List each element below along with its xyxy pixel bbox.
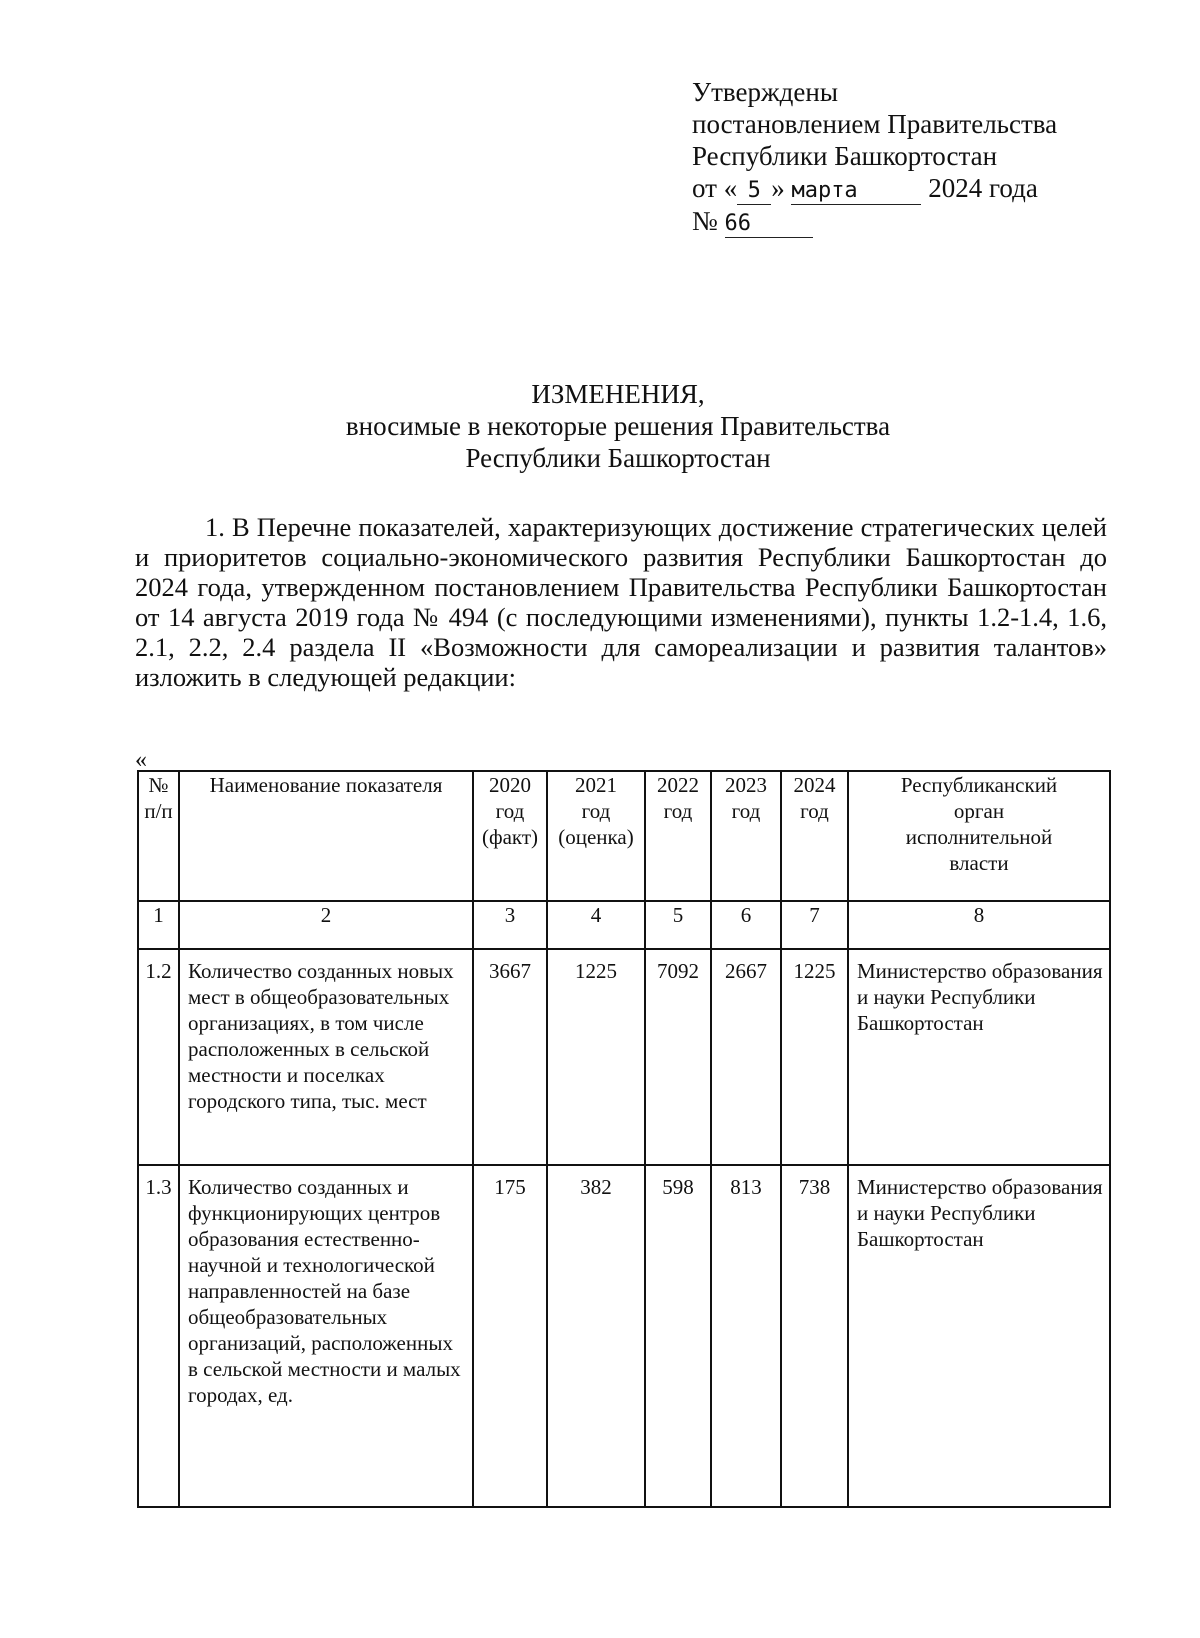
header-2024: 2024 год	[781, 771, 848, 901]
approval-number-line	[692, 205, 1057, 238]
approval-line-2: постановлением Правительства	[692, 109, 1058, 139]
column-number: 1	[138, 901, 179, 949]
header-2023: 2023 год	[711, 771, 781, 901]
date-mid: »	[771, 173, 785, 203]
value-2020: 175	[473, 1165, 547, 1507]
row-number: 1.2	[138, 949, 179, 1165]
table-header-row	[138, 771, 1110, 901]
value-2021: 382	[547, 1165, 645, 1507]
header-no: № п/п	[138, 771, 179, 901]
opening-quote: «	[135, 747, 147, 773]
table-row	[138, 1165, 1110, 1507]
date-day: 5	[737, 178, 771, 205]
value-2022: 598	[645, 1165, 711, 1507]
column-number: 5	[645, 901, 711, 949]
indicator-name: Количество созданных новых мест в общеобразовательных организациях, в том числе расположенных в сельской местности и поселках городского типа, тыс. мест	[179, 949, 473, 1165]
header-name: Наименование показателя	[179, 771, 473, 901]
column-number: 7	[781, 901, 848, 949]
date-year: 2024 года	[928, 173, 1038, 203]
approval-line-1: Утверждены	[692, 77, 838, 107]
column-number: 3	[473, 901, 547, 949]
date-prefix: от «	[692, 173, 738, 203]
approval-line-3: Республики Башкортостан	[692, 141, 998, 171]
document-number: 66	[725, 211, 813, 238]
column-number: 2	[179, 901, 473, 949]
header-2022: 2022 год	[645, 771, 711, 901]
value-2021: 1225	[547, 949, 645, 1165]
responsible-authority: Министерство образования и науки Республики Башкортостан	[848, 1165, 1110, 1507]
value-2020: 3667	[473, 949, 547, 1165]
title-subtitle-2: Республики Башкортостан	[465, 443, 771, 473]
responsible-authority: Министерство образования и науки Республики Башкортостан	[848, 949, 1110, 1165]
value-2024: 1225	[781, 949, 848, 1165]
column-number: 4	[547, 901, 645, 949]
number-prefix: №	[692, 206, 718, 236]
header-org: Республиканский орган исполнительной власти	[848, 771, 1110, 901]
row-number: 1.3	[138, 1165, 179, 1507]
header-2020: 2020 год (факт)	[473, 771, 547, 901]
title-subtitle-1: вносимые в некоторые решения Правительства	[345, 411, 891, 441]
value-2023: 2667	[711, 949, 781, 1165]
value-2024: 738	[781, 1165, 848, 1507]
indicators-table	[137, 770, 1111, 1508]
document-title	[0, 378, 1200, 474]
body-paragraph: 1. В Перечне показателей, характеризующих достижение стратегических целей и приоритетов социально-экономического развития Республики Башкортостан до 2024 года, утвержденном постановлением Правительства Республики Башкортостан от 14 августа 2019 года № 494 (с последующими изменениями), пункты 1.2-1.4, 1.6, 2.1, 2.2, 2.4 раздела II «Возможности для самореализации и развития талантов» изложить в следующей редакции:	[135, 512, 1107, 692]
approval-block	[692, 76, 1057, 238]
table-row	[138, 949, 1110, 1165]
approval-date-line	[692, 172, 1057, 205]
column-number: 8	[848, 901, 1110, 949]
date-month: марта	[791, 178, 921, 205]
column-number: 6	[711, 901, 781, 949]
indicator-name: Количество созданных и функционирующих центров образования естественно-научной и технологической направленностей на базе общеобразовательных организаций, расположенных в сельской местности и малых городах, ед.	[179, 1165, 473, 1507]
value-2023: 813	[711, 1165, 781, 1507]
column-numbers-row	[138, 901, 1110, 949]
header-2021: 2021 год (оценка)	[547, 771, 645, 901]
title-heading: ИЗМЕНЕНИЯ,	[531, 379, 705, 409]
value-2022: 7092	[645, 949, 711, 1165]
